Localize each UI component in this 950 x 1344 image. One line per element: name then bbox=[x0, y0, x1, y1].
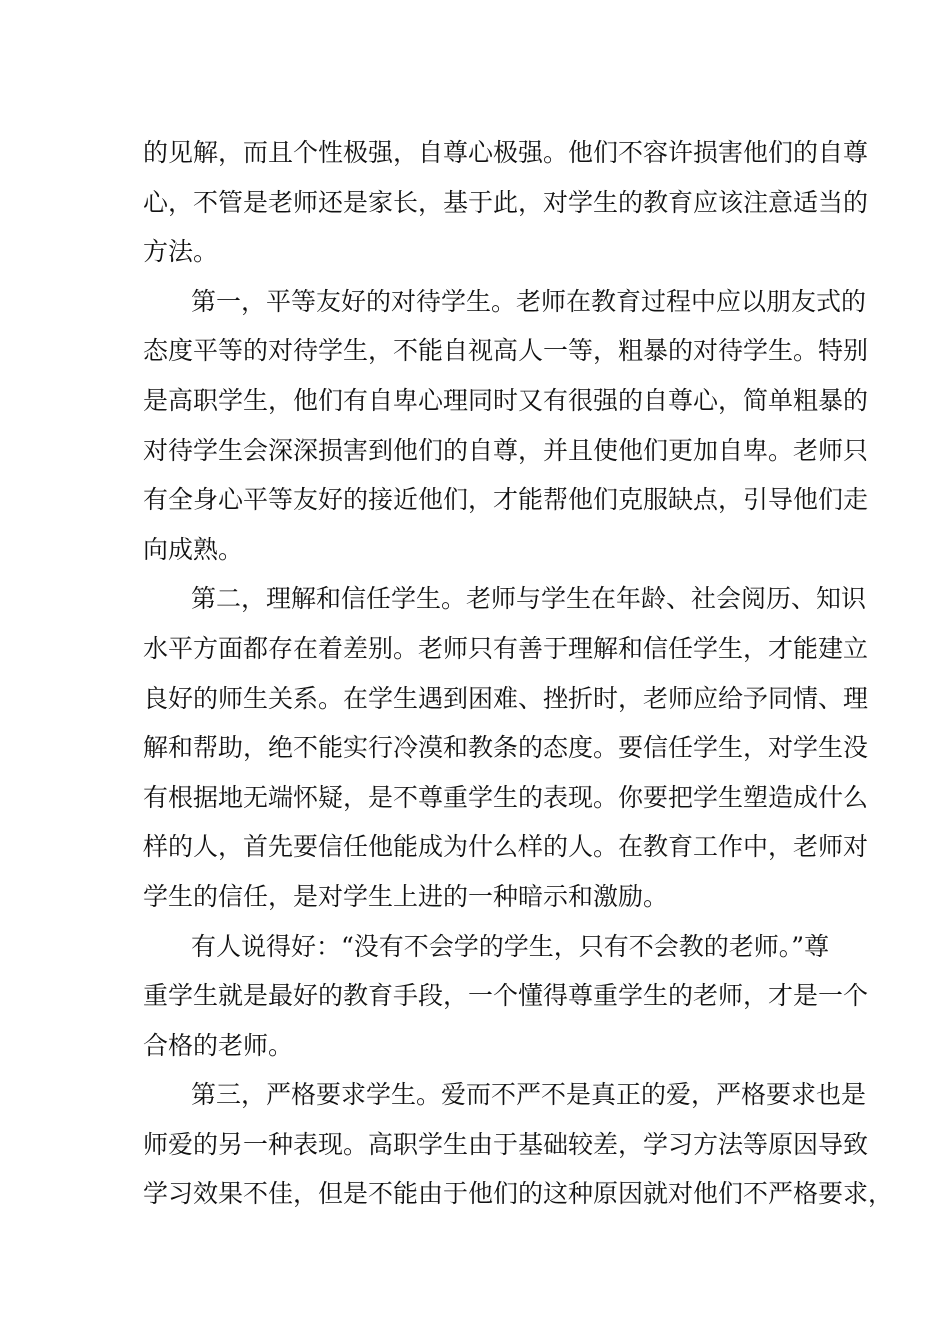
text-line-9: 向成熟。 bbox=[143, 534, 244, 564]
text-line-4: 第一，平等友好的对待学生。老师在教育过程中应以朋友式的 bbox=[191, 286, 867, 316]
text-line-2: 心，不管是老师还是家长，基于此，对学生的教育应该注意适当的 bbox=[143, 187, 869, 217]
text-line-14: 有根据地无端怀疑，是不尊重学生的表现。你要把学生塑造成什么 bbox=[143, 782, 869, 812]
text-line-8: 有全身心平等友好的接近他们，才能帮他们克服缺点，引导他们走 bbox=[143, 485, 869, 515]
text-line-1: 的见解，而且个性极强，自尊心极强。他们不容许损害他们的自尊 bbox=[143, 138, 869, 167]
text-line-20: 第三，严格要求学生。爱而不严不是真正的爱，严格要求也是 bbox=[191, 1080, 867, 1110]
text-line-6: 是高职学生，他们有自卑心理同时又有很强的自尊心，简单粗暴的 bbox=[143, 385, 869, 415]
text-line-19: 合格的老师。 bbox=[143, 1030, 294, 1060]
document-body bbox=[143, 128, 894, 1219]
text-line-15: 样的人，首先要信任他能成为什么样的人。在教育工作中，老师对 bbox=[143, 832, 869, 862]
text-line-5: 态度平等的对待学生，不能自视高人一等，粗暴的对待学生。特别 bbox=[143, 336, 869, 366]
text-line-16: 学生的信任，是对学生上进的一种暗示和激励。 bbox=[143, 881, 669, 911]
text-line-22: 学习效果不佳，但是不能由于他们的这种原因就对他们不严格要求， bbox=[143, 1179, 894, 1209]
text-line-10: 第二，理解和信任学生。老师与学生在年龄、社会阅历、知识 bbox=[191, 584, 867, 614]
text-line-3: 方法。 bbox=[143, 237, 219, 267]
text-line-17: 有人说得好：“没有不会学的学生，只有不会教的老师。”尊 bbox=[191, 931, 830, 961]
text-line-12: 良好的师生关系。在学生遇到困难、挫折时，老师应给予同情、理 bbox=[143, 683, 869, 713]
text-line-13: 解和帮助，绝不能实行冷漠和教条的态度。要信任学生，对学生没 bbox=[143, 733, 869, 763]
text-line-11: 水平方面都存在着差别。老师只有善于理解和信任学生，才能建立 bbox=[143, 633, 869, 663]
text-line-21: 师爱的另一种表现。高职学生由于基础较差，学习方法等原因导致 bbox=[143, 1129, 869, 1159]
text-line-18: 重学生就是最好的教育手段，一个懂得尊重学生的老师，才是一个 bbox=[143, 981, 869, 1011]
text-line-7: 对待学生会深深损害到他们的自尊，并且使他们更加自卑。老师只 bbox=[143, 435, 869, 465]
